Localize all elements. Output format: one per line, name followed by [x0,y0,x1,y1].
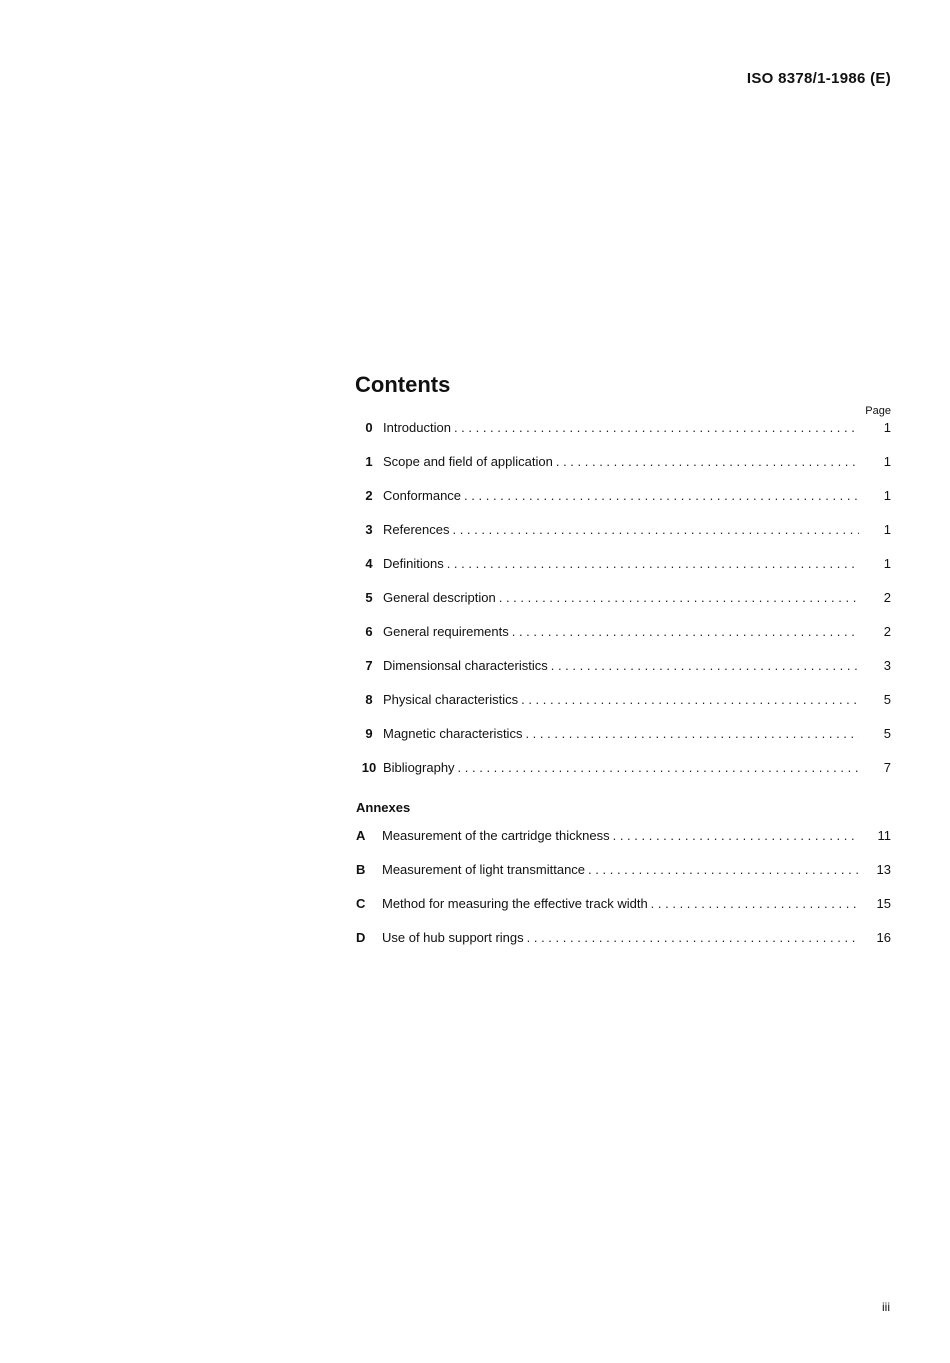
annex-title: Measurement of the cartridge thickness [382,828,610,843]
toc-entry-title: Physical characteristics [383,692,519,707]
annex-entries [355,828,891,964]
toc-entry [355,488,891,522]
toc-entry [355,726,891,760]
dot-leader [527,930,859,945]
dot-leader [651,896,859,911]
table-of-contents [355,370,891,964]
toc-entry-number: 5 [365,590,373,605]
toc-entry-page: 2 [883,624,891,639]
page-number: iii [882,1300,890,1314]
annex-page: 15 [876,896,891,911]
annex-entry [355,828,891,862]
annex-page: 11 [877,828,891,843]
dot-leader [521,692,859,707]
annex-title: Use of hub support rings [382,930,524,945]
annex-letter: B [356,862,366,877]
toc-entry-number: 8 [365,692,373,707]
toc-entry [355,760,891,794]
toc-entry-page: 3 [883,658,891,673]
toc-entry-number: 3 [365,522,373,537]
toc-entry-number: 0 [365,420,373,435]
annex-entry [355,930,891,964]
annex-entry [355,862,891,896]
toc-entry-number: 1 [365,454,373,469]
dot-leader [454,420,859,435]
toc-entry-title: General requirements [383,624,509,639]
toc-entry-page: 5 [883,692,891,707]
dot-leader [499,590,859,605]
toc-entry [355,692,891,726]
toc-entry-title: Definitions [383,556,444,571]
toc-entry-title: References [383,522,450,537]
dot-leader [556,454,859,469]
annex-title: Measurement of light transmittance [382,862,586,877]
annex-page: 16 [876,930,891,945]
document-id: ISO 8378/1-1986 (E) [746,70,891,87]
annex-page: 13 [876,862,891,877]
dot-leader [525,726,859,741]
dot-leader [512,624,859,639]
toc-entry-number: 7 [365,658,373,673]
toc-entry [355,658,891,692]
toc-entry-page: 2 [883,590,891,605]
toc-entry-number: 6 [365,624,373,639]
toc-entry-page: 5 [883,726,891,741]
dot-leader [464,488,859,503]
toc-entry [355,454,891,488]
toc-entry [355,556,891,590]
toc-entry-page: 7 [883,760,891,775]
toc-entry-title: Magnetic characteristics [383,726,523,741]
toc-title: Contents [355,372,451,397]
annex-letter: D [356,930,366,945]
dot-leader [452,522,859,537]
toc-entries [355,420,891,794]
dot-leader [458,760,859,775]
toc-entry [355,420,891,454]
toc-entry-number: 2 [365,488,373,503]
toc-entry [355,590,891,624]
toc-entry-page: 1 [883,522,891,537]
dot-leader [551,658,859,673]
toc-entry [355,522,891,556]
toc-entry-title: General description [383,590,496,605]
toc-entry-page: 1 [883,420,891,435]
toc-entry-number: 9 [365,726,373,741]
annexes-heading: Annexes [356,800,411,815]
toc-entry-page: 1 [883,556,891,571]
annex-title: Method for measuring the effective track width [382,896,648,911]
toc-entry-page: 1 [883,454,891,469]
page-column-label: Page [865,405,891,417]
toc-entry-title: Scope and field of application [383,454,553,469]
toc-entry-title: Bibliography [383,760,455,775]
annex-letter: C [356,896,366,911]
toc-entry [355,624,891,658]
dot-leader [588,862,859,877]
dot-leader [613,828,859,843]
toc-entry-title: Introduction [383,420,451,435]
dot-leader [447,556,859,571]
toc-entry-number: 10 [361,760,377,775]
toc-entry-title: Conformance [383,488,462,503]
annex-entry [355,896,891,930]
annex-letter: A [356,828,366,843]
toc-entry-number: 4 [365,556,373,571]
toc-entry-page: 1 [883,488,891,503]
toc-entry-title: Dimensionsal characteristics [383,658,548,673]
